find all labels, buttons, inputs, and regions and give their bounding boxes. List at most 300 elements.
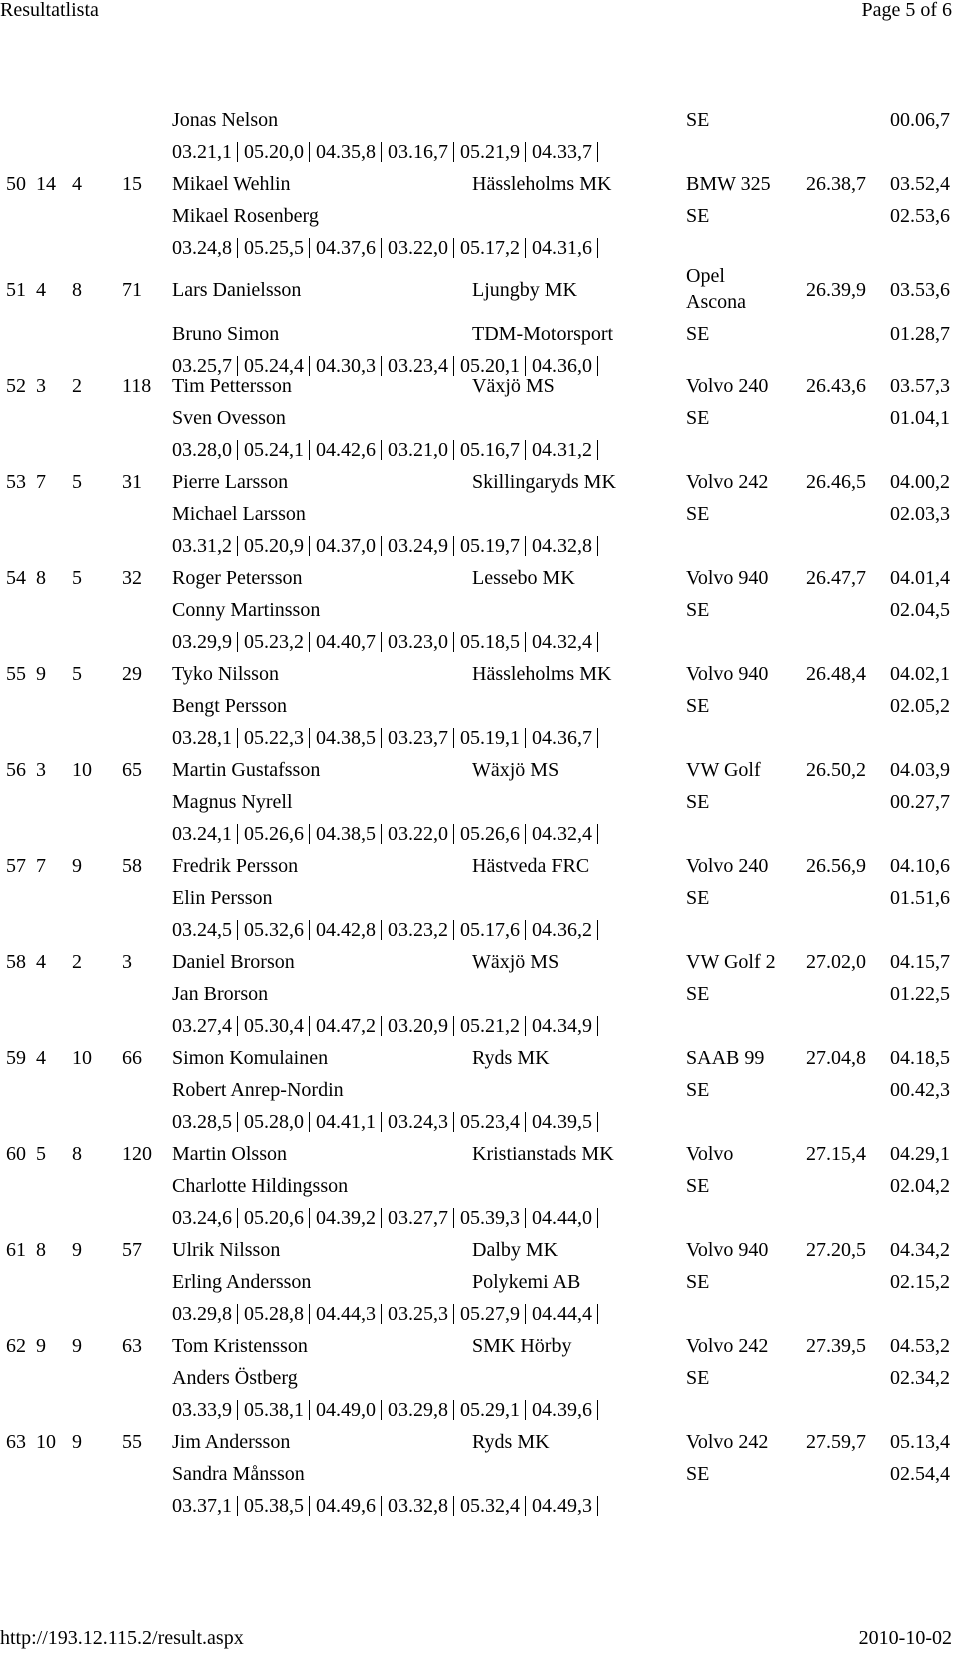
split-separator xyxy=(525,632,526,652)
split-times xyxy=(172,1400,604,1420)
split-time: 05.26,6 xyxy=(460,823,520,845)
split-separator xyxy=(237,824,238,844)
position: 53 xyxy=(6,471,26,493)
split-separator xyxy=(453,1112,454,1132)
split-time: 03.24,5 xyxy=(172,919,232,941)
codriver-name: Anders Östberg xyxy=(172,1367,298,1389)
class: 4 xyxy=(36,1047,46,1069)
gap-time: 03.57,3 xyxy=(890,375,950,397)
car-line-2: Ascona xyxy=(686,291,746,313)
nation: SE xyxy=(686,503,710,525)
club: Wäxjö MS xyxy=(472,951,560,973)
split-time: 03.29,8 xyxy=(172,1303,232,1325)
split-time: 04.33,7 xyxy=(532,141,592,163)
diff-time: 01.04,1 xyxy=(890,407,950,429)
split-separator xyxy=(381,1016,382,1036)
split-time: 03.29,9 xyxy=(172,631,232,653)
split-separator xyxy=(525,824,526,844)
split-separator xyxy=(597,142,598,162)
club: Kristianstads MK xyxy=(472,1143,614,1165)
split-times xyxy=(172,1208,604,1228)
class: 10 xyxy=(36,1431,56,1453)
split-separator xyxy=(309,1304,310,1324)
split-time: 04.30,3 xyxy=(316,355,376,377)
split-time: 03.27,7 xyxy=(388,1207,448,1229)
page-title: Resultatlista xyxy=(0,0,99,21)
club: Hässleholms MK xyxy=(472,173,612,195)
class: 4 xyxy=(36,279,46,301)
split-time: 03.28,1 xyxy=(172,727,232,749)
club: Ryds MK xyxy=(472,1047,550,1069)
split-time: 03.20,9 xyxy=(388,1015,448,1037)
split-time: 04.38,5 xyxy=(316,727,376,749)
total-time: 27.15,4 xyxy=(806,1143,866,1165)
group: 8 xyxy=(72,1143,82,1165)
split-time: 03.28,5 xyxy=(172,1111,232,1133)
split-separator xyxy=(381,142,382,162)
start-number: 31 xyxy=(122,471,142,493)
split-time: 03.16,7 xyxy=(388,141,448,163)
split-separator xyxy=(237,536,238,556)
split-time: 05.25,5 xyxy=(244,237,304,259)
split-time: 03.24,1 xyxy=(172,823,232,845)
driver-name: Martin Gustafsson xyxy=(172,759,321,781)
nation: SE xyxy=(686,323,710,345)
split-separator xyxy=(453,824,454,844)
split-times xyxy=(172,728,604,748)
split-time: 04.34,9 xyxy=(532,1015,592,1037)
car: BMW 325 xyxy=(686,173,771,195)
codriver-club: TDM-Motorsport xyxy=(472,323,614,345)
split-time: 04.37,0 xyxy=(316,535,376,557)
group: 2 xyxy=(72,375,82,397)
split-time: 05.32,4 xyxy=(460,1495,520,1517)
split-time: 03.28,0 xyxy=(172,439,232,461)
codriver-name: Sven Ovesson xyxy=(172,407,286,429)
class: 7 xyxy=(36,471,46,493)
club: Lessebo MK xyxy=(472,567,575,589)
car: VW Golf 2 xyxy=(686,951,776,973)
split-time: 05.19,7 xyxy=(460,535,520,557)
split-time: 03.23,0 xyxy=(388,631,448,653)
total-time: 26.46,5 xyxy=(806,471,866,493)
total-time: 26.43,6 xyxy=(806,375,866,397)
split-time: 03.24,6 xyxy=(172,1207,232,1229)
split-time: 03.37,1 xyxy=(172,1495,232,1517)
diff-time: 02.04,2 xyxy=(890,1175,950,1197)
split-time: 04.42,8 xyxy=(316,919,376,941)
group: 10 xyxy=(72,1047,92,1069)
start-number: 55 xyxy=(122,1431,142,1453)
codriver-name: Bengt Persson xyxy=(172,695,287,717)
club: Wäxjö MS xyxy=(472,759,560,781)
split-separator xyxy=(381,1112,382,1132)
split-separator xyxy=(237,238,238,258)
class: 14 xyxy=(36,173,56,195)
gap-time: 04.18,5 xyxy=(890,1047,950,1069)
driver-name: Tyko Nilsson xyxy=(172,663,279,685)
class: 9 xyxy=(36,663,46,685)
split-separator xyxy=(597,356,598,376)
split-time: 04.49,0 xyxy=(316,1399,376,1421)
split-separator xyxy=(381,356,382,376)
split-separator xyxy=(453,356,454,376)
position: 62 xyxy=(6,1335,26,1357)
diff-time: 01.28,7 xyxy=(890,323,950,345)
split-time: 05.16,7 xyxy=(460,439,520,461)
split-separator xyxy=(381,632,382,652)
total-time: 26.48,4 xyxy=(806,663,866,685)
car: Volvo 240 xyxy=(686,375,769,397)
split-time: 04.32,4 xyxy=(532,631,592,653)
split-time: 04.39,2 xyxy=(316,1207,376,1229)
split-separator xyxy=(525,1208,526,1228)
split-time: 05.17,6 xyxy=(460,919,520,941)
split-time: 05.30,4 xyxy=(244,1015,304,1037)
split-time: 05.28,0 xyxy=(244,1111,304,1133)
split-time: 04.40,7 xyxy=(316,631,376,653)
split-separator xyxy=(381,1304,382,1324)
split-time: 05.24,1 xyxy=(244,439,304,461)
total-time: 27.20,5 xyxy=(806,1239,866,1261)
nation: SE xyxy=(686,1175,710,1197)
driver-name: Roger Petersson xyxy=(172,567,303,589)
split-separator xyxy=(597,1304,598,1324)
diff-time: 02.05,2 xyxy=(890,695,950,717)
split-separator xyxy=(309,632,310,652)
gap-time: 04.00,2 xyxy=(890,471,950,493)
nation: SE xyxy=(686,1271,710,1293)
split-separator xyxy=(381,440,382,460)
split-separator xyxy=(597,824,598,844)
split-separator xyxy=(309,238,310,258)
split-time: 05.24,4 xyxy=(244,355,304,377)
split-time: 03.25,3 xyxy=(388,1303,448,1325)
gap-time: 04.53,2 xyxy=(890,1335,950,1357)
split-time: 03.33,9 xyxy=(172,1399,232,1421)
split-separator xyxy=(237,1496,238,1516)
split-separator xyxy=(525,1112,526,1132)
split-separator xyxy=(597,238,598,258)
split-separator xyxy=(309,356,310,376)
position: 52 xyxy=(6,375,26,397)
codriver-name: Jonas Nelson xyxy=(172,109,279,131)
split-separator xyxy=(525,1016,526,1036)
split-time: 03.24,8 xyxy=(172,237,232,259)
nation: SE xyxy=(686,1463,710,1485)
nation: SE xyxy=(686,1367,710,1389)
driver-name: Fredrik Persson xyxy=(172,855,299,877)
total-time: 26.47,7 xyxy=(806,567,866,589)
diff-time: 02.03,3 xyxy=(890,503,950,525)
split-time: 03.21,0 xyxy=(388,439,448,461)
split-separator xyxy=(309,536,310,556)
split-time: 04.39,5 xyxy=(532,1111,592,1133)
split-separator xyxy=(525,536,526,556)
split-time: 04.44,0 xyxy=(532,1207,592,1229)
split-time: 05.28,8 xyxy=(244,1303,304,1325)
nation: SE xyxy=(686,407,710,429)
club: Skillingaryds MK xyxy=(472,471,616,493)
split-time: 04.49,3 xyxy=(532,1495,592,1517)
split-time: 03.23,4 xyxy=(388,355,448,377)
car: Volvo 242 xyxy=(686,1431,769,1453)
split-separator xyxy=(525,440,526,460)
car: Opel xyxy=(686,265,725,287)
driver-name: Martin Olsson xyxy=(172,1143,287,1165)
split-time: 05.20,6 xyxy=(244,1207,304,1229)
codriver-name: Sandra Månsson xyxy=(172,1463,305,1485)
split-time: 05.26,6 xyxy=(244,823,304,845)
group: 5 xyxy=(72,567,82,589)
split-time: 04.31,6 xyxy=(532,237,592,259)
position: 58 xyxy=(6,951,26,973)
start-number: 15 xyxy=(122,173,142,195)
total-time: 26.38,7 xyxy=(806,173,866,195)
group: 5 xyxy=(72,471,82,493)
car: Volvo 240 xyxy=(686,855,769,877)
split-separator xyxy=(453,1208,454,1228)
split-separator xyxy=(237,728,238,748)
group: 9 xyxy=(72,1335,82,1357)
codriver-name: Charlotte Hildingsson xyxy=(172,1175,349,1197)
split-separator xyxy=(309,824,310,844)
position: 51 xyxy=(6,279,26,301)
split-time: 04.36,0 xyxy=(532,355,592,377)
split-separator xyxy=(597,920,598,940)
split-separator xyxy=(309,142,310,162)
split-time: 04.47,2 xyxy=(316,1015,376,1037)
start-number: 118 xyxy=(122,375,152,397)
split-time: 05.38,1 xyxy=(244,1399,304,1421)
split-separator xyxy=(381,238,382,258)
split-separator xyxy=(453,1304,454,1324)
split-time: 03.24,3 xyxy=(388,1111,448,1133)
codriver-club: Polykemi AB xyxy=(472,1271,581,1293)
split-time: 05.39,3 xyxy=(460,1207,520,1229)
codriver-name: Erling Andersson xyxy=(172,1271,312,1293)
class: 4 xyxy=(36,951,46,973)
split-time: 03.22,0 xyxy=(388,237,448,259)
total-time: 26.56,9 xyxy=(806,855,866,877)
split-time: 05.23,4 xyxy=(460,1111,520,1133)
car: Volvo 940 xyxy=(686,1239,769,1261)
start-number: 3 xyxy=(122,951,132,973)
club: SMK Hörby xyxy=(472,1335,572,1357)
split-separator xyxy=(597,1112,598,1132)
start-number: 65 xyxy=(122,759,142,781)
split-separator xyxy=(453,920,454,940)
split-separator xyxy=(597,632,598,652)
gap-time: 04.29,1 xyxy=(890,1143,950,1165)
diff-time: 00.42,3 xyxy=(890,1079,950,1101)
driver-name: Lars Danielsson xyxy=(172,279,302,301)
codriver-name: Michael Larsson xyxy=(172,503,306,525)
driver-name: Mikael Wehlin xyxy=(172,173,291,195)
split-separator xyxy=(453,1496,454,1516)
split-time: 05.29,1 xyxy=(460,1399,520,1421)
split-time: 05.20,9 xyxy=(244,535,304,557)
position: 57 xyxy=(6,855,26,877)
group: 2 xyxy=(72,951,82,973)
group: 8 xyxy=(72,279,82,301)
start-number: 58 xyxy=(122,855,142,877)
car: SAAB 99 xyxy=(686,1047,765,1069)
gap-time: 04.03,9 xyxy=(890,759,950,781)
nation: SE xyxy=(686,1079,710,1101)
gap-time: 04.01,4 xyxy=(890,567,950,589)
codriver-name: Robert Anrep-Nordin xyxy=(172,1079,344,1101)
split-time: 05.32,6 xyxy=(244,919,304,941)
position: 60 xyxy=(6,1143,26,1165)
start-number: 57 xyxy=(122,1239,142,1261)
car: Volvo 940 xyxy=(686,567,769,589)
class: 5 xyxy=(36,1143,46,1165)
split-time: 04.36,7 xyxy=(532,727,592,749)
club: Ryds MK xyxy=(472,1431,550,1453)
split-separator xyxy=(453,238,454,258)
class: 3 xyxy=(36,759,46,781)
diff-time: 02.04,5 xyxy=(890,599,950,621)
start-number: 32 xyxy=(122,567,142,589)
club: Växjö MS xyxy=(472,375,555,397)
split-separator xyxy=(237,142,238,162)
gap-time: 04.34,2 xyxy=(890,1239,950,1261)
split-times xyxy=(172,440,604,460)
split-time: 03.24,9 xyxy=(388,535,448,557)
gap-time: 03.53,6 xyxy=(890,279,950,301)
diff-time: 02.34,2 xyxy=(890,1367,950,1389)
split-separator xyxy=(309,728,310,748)
nation: SE xyxy=(686,791,710,813)
split-time: 05.20,0 xyxy=(244,141,304,163)
split-time: 03.21,1 xyxy=(172,141,232,163)
split-time: 04.44,3 xyxy=(316,1303,376,1325)
class: 8 xyxy=(36,567,46,589)
split-separator xyxy=(237,440,238,460)
split-separator xyxy=(381,1208,382,1228)
codriver-name: Jan Brorson xyxy=(172,983,269,1005)
driver-name: Tom Kristensson xyxy=(172,1335,308,1357)
split-separator xyxy=(237,1112,238,1132)
footer-url: http://193.12.115.2/result.aspx xyxy=(0,1627,244,1649)
split-separator xyxy=(525,238,526,258)
diff-time: 01.22,5 xyxy=(890,983,950,1005)
split-separator xyxy=(453,728,454,748)
gap-time: 03.52,4 xyxy=(890,173,950,195)
class: 7 xyxy=(36,855,46,877)
split-separator xyxy=(309,1496,310,1516)
split-separator xyxy=(237,920,238,940)
driver-name: Tim Pettersson xyxy=(172,375,292,397)
split-times xyxy=(172,536,604,556)
split-times xyxy=(172,238,604,258)
diff-time: 01.51,6 xyxy=(890,887,950,909)
split-time: 05.20,1 xyxy=(460,355,520,377)
car: Volvo 940 xyxy=(686,663,769,685)
split-time: 04.44,4 xyxy=(532,1303,592,1325)
nation: SE xyxy=(686,983,710,1005)
split-time: 04.38,5 xyxy=(316,823,376,845)
split-time: 05.38,5 xyxy=(244,1495,304,1517)
split-time: 04.36,2 xyxy=(532,919,592,941)
gap-time: 04.15,7 xyxy=(890,951,950,973)
split-time: 03.32,8 xyxy=(388,1495,448,1517)
car: Volvo 242 xyxy=(686,471,769,493)
split-separator xyxy=(309,1208,310,1228)
start-number: 29 xyxy=(122,663,142,685)
split-separator xyxy=(597,1208,598,1228)
split-time: 05.19,1 xyxy=(460,727,520,749)
split-separator xyxy=(381,1496,382,1516)
split-separator xyxy=(453,1016,454,1036)
split-separator xyxy=(309,440,310,460)
split-separator xyxy=(525,1304,526,1324)
diff-time: 02.54,4 xyxy=(890,1463,950,1485)
total-time: 26.39,9 xyxy=(806,279,866,301)
split-separator xyxy=(237,356,238,376)
split-times xyxy=(172,1496,604,1516)
start-number: 66 xyxy=(122,1047,142,1069)
split-time: 05.27,9 xyxy=(460,1303,520,1325)
split-time: 05.18,5 xyxy=(460,631,520,653)
diff-time: 00.27,7 xyxy=(890,791,950,813)
position: 54 xyxy=(6,567,26,589)
split-time: 04.49,6 xyxy=(316,1495,376,1517)
split-separator xyxy=(525,1400,526,1420)
split-separator xyxy=(237,1304,238,1324)
split-separator xyxy=(237,1016,238,1036)
split-time: 04.42,6 xyxy=(316,439,376,461)
split-time: 03.29,8 xyxy=(388,1399,448,1421)
nation: SE xyxy=(686,109,710,131)
split-time: 04.32,8 xyxy=(532,535,592,557)
split-separator xyxy=(453,142,454,162)
split-separator xyxy=(381,1400,382,1420)
split-time: 04.35,8 xyxy=(316,141,376,163)
split-separator xyxy=(525,728,526,748)
codriver-name: Magnus Nyrell xyxy=(172,791,293,813)
split-time: 05.21,9 xyxy=(460,141,520,163)
position: 50 xyxy=(6,173,26,195)
group: 10 xyxy=(72,759,92,781)
nation: SE xyxy=(686,599,710,621)
gap-time: 05.13,4 xyxy=(890,1431,950,1453)
split-time: 04.31,2 xyxy=(532,439,592,461)
split-time: 03.22,0 xyxy=(388,823,448,845)
split-separator xyxy=(309,1112,310,1132)
driver-name: Ulrik Nilsson xyxy=(172,1239,281,1261)
split-separator xyxy=(597,1400,598,1420)
split-separator xyxy=(453,632,454,652)
position: 59 xyxy=(6,1047,26,1069)
position: 56 xyxy=(6,759,26,781)
group: 9 xyxy=(72,855,82,877)
split-separator xyxy=(237,1208,238,1228)
split-times xyxy=(172,142,604,162)
total-time: 27.39,5 xyxy=(806,1335,866,1357)
split-separator xyxy=(597,1496,598,1516)
position: 63 xyxy=(6,1431,26,1453)
split-time: 03.25,7 xyxy=(172,355,232,377)
split-separator xyxy=(597,728,598,748)
diff-time: 02.15,2 xyxy=(890,1271,950,1293)
club: Hästveda FRC xyxy=(472,855,590,877)
start-number: 120 xyxy=(122,1143,152,1165)
class: 9 xyxy=(36,1335,46,1357)
split-times xyxy=(172,824,604,844)
gap-time: 04.02,1 xyxy=(890,663,950,685)
